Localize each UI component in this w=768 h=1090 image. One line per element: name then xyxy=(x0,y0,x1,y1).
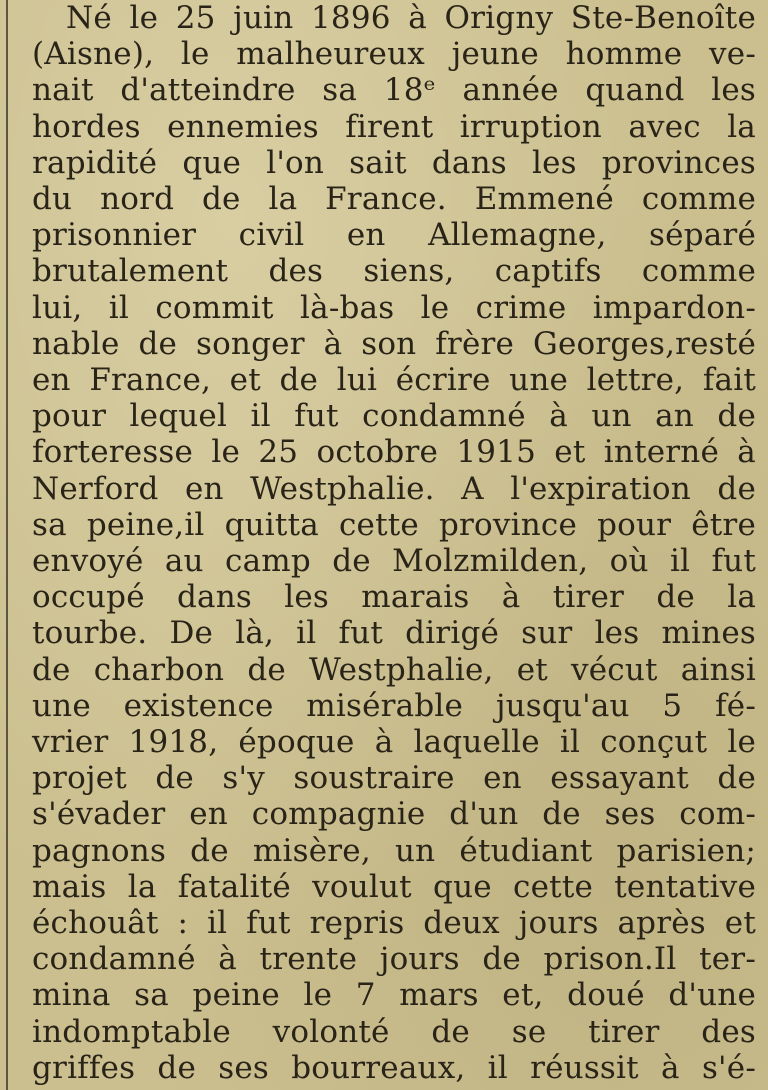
article-line: projet de s'y soustraire en essayant de xyxy=(32,760,756,797)
article-line: mina sa peine le 7 mars et, doué d'une xyxy=(32,977,756,1014)
article-line: (Aisne), le malheureux jeune homme ve- xyxy=(32,36,756,73)
article-line: en France, et de lui écrire une lettre, fait xyxy=(32,362,756,398)
article-line: condamné à trente jours de prison.Il ter- xyxy=(32,941,756,978)
article-line: Nerford en Westphalie. A l'expiration de xyxy=(32,470,756,507)
article-line: tourbe. De là, il fut dirigé sur les mines xyxy=(32,615,756,652)
article-line: brutalement des siens, captifs comme xyxy=(32,253,756,290)
article-line: hordes ennemies firent irruption avec la xyxy=(32,108,756,145)
article-line: envoyé au camp de Molzmilden, où il fut xyxy=(32,543,756,579)
article-line: de charbon de Westphalie, et vécut ainsi xyxy=(32,651,756,688)
article-line: pagnons de misère, un étudiant parisien; xyxy=(32,832,756,869)
article-line: échouât : il fut repris deux jours après et xyxy=(32,905,756,941)
article-line: prisonnier civil en Allemagne, séparé xyxy=(32,217,756,254)
article-line: lui, il commit là-bas le crime impardon- xyxy=(32,289,756,326)
article-line: mais la fatalité voulut que cette tentative xyxy=(32,868,756,905)
article-line: s'évader en compagnie d'un de ses com- xyxy=(32,796,756,833)
article-line: griffes de ses bourreaux, il réussit à s'é- xyxy=(32,1049,756,1086)
article-line: nait d'atteindre sa 18ᵉ année quand les xyxy=(32,72,756,109)
article-line: nable de songer à son frère Georges,resté xyxy=(32,325,756,362)
article-line: forteresse le 25 octobre 1915 et interné à xyxy=(32,434,756,471)
column-rule xyxy=(6,0,8,1090)
article-line: Né le 25 juin 1896 à Origny Ste-Benoîte xyxy=(66,0,756,36)
article-line: occupé dans les marais à tirer de la xyxy=(32,579,756,616)
article-line: indomptable volonté de se tirer des xyxy=(32,1013,756,1050)
article-line: du nord de la France. Emmené comme xyxy=(32,181,756,217)
article-line: sa peine,il quitta cette province pour être xyxy=(32,506,756,543)
article-line: rapidité que l'on sait dans les provinces xyxy=(32,144,756,181)
article-line: une existence misérable jusqu'au 5 fé- xyxy=(32,687,756,724)
article-line: pour lequel il fut condamné à un an de xyxy=(32,398,756,435)
article-line: vrier 1918, époque à laquelle il conçut le xyxy=(32,724,756,760)
